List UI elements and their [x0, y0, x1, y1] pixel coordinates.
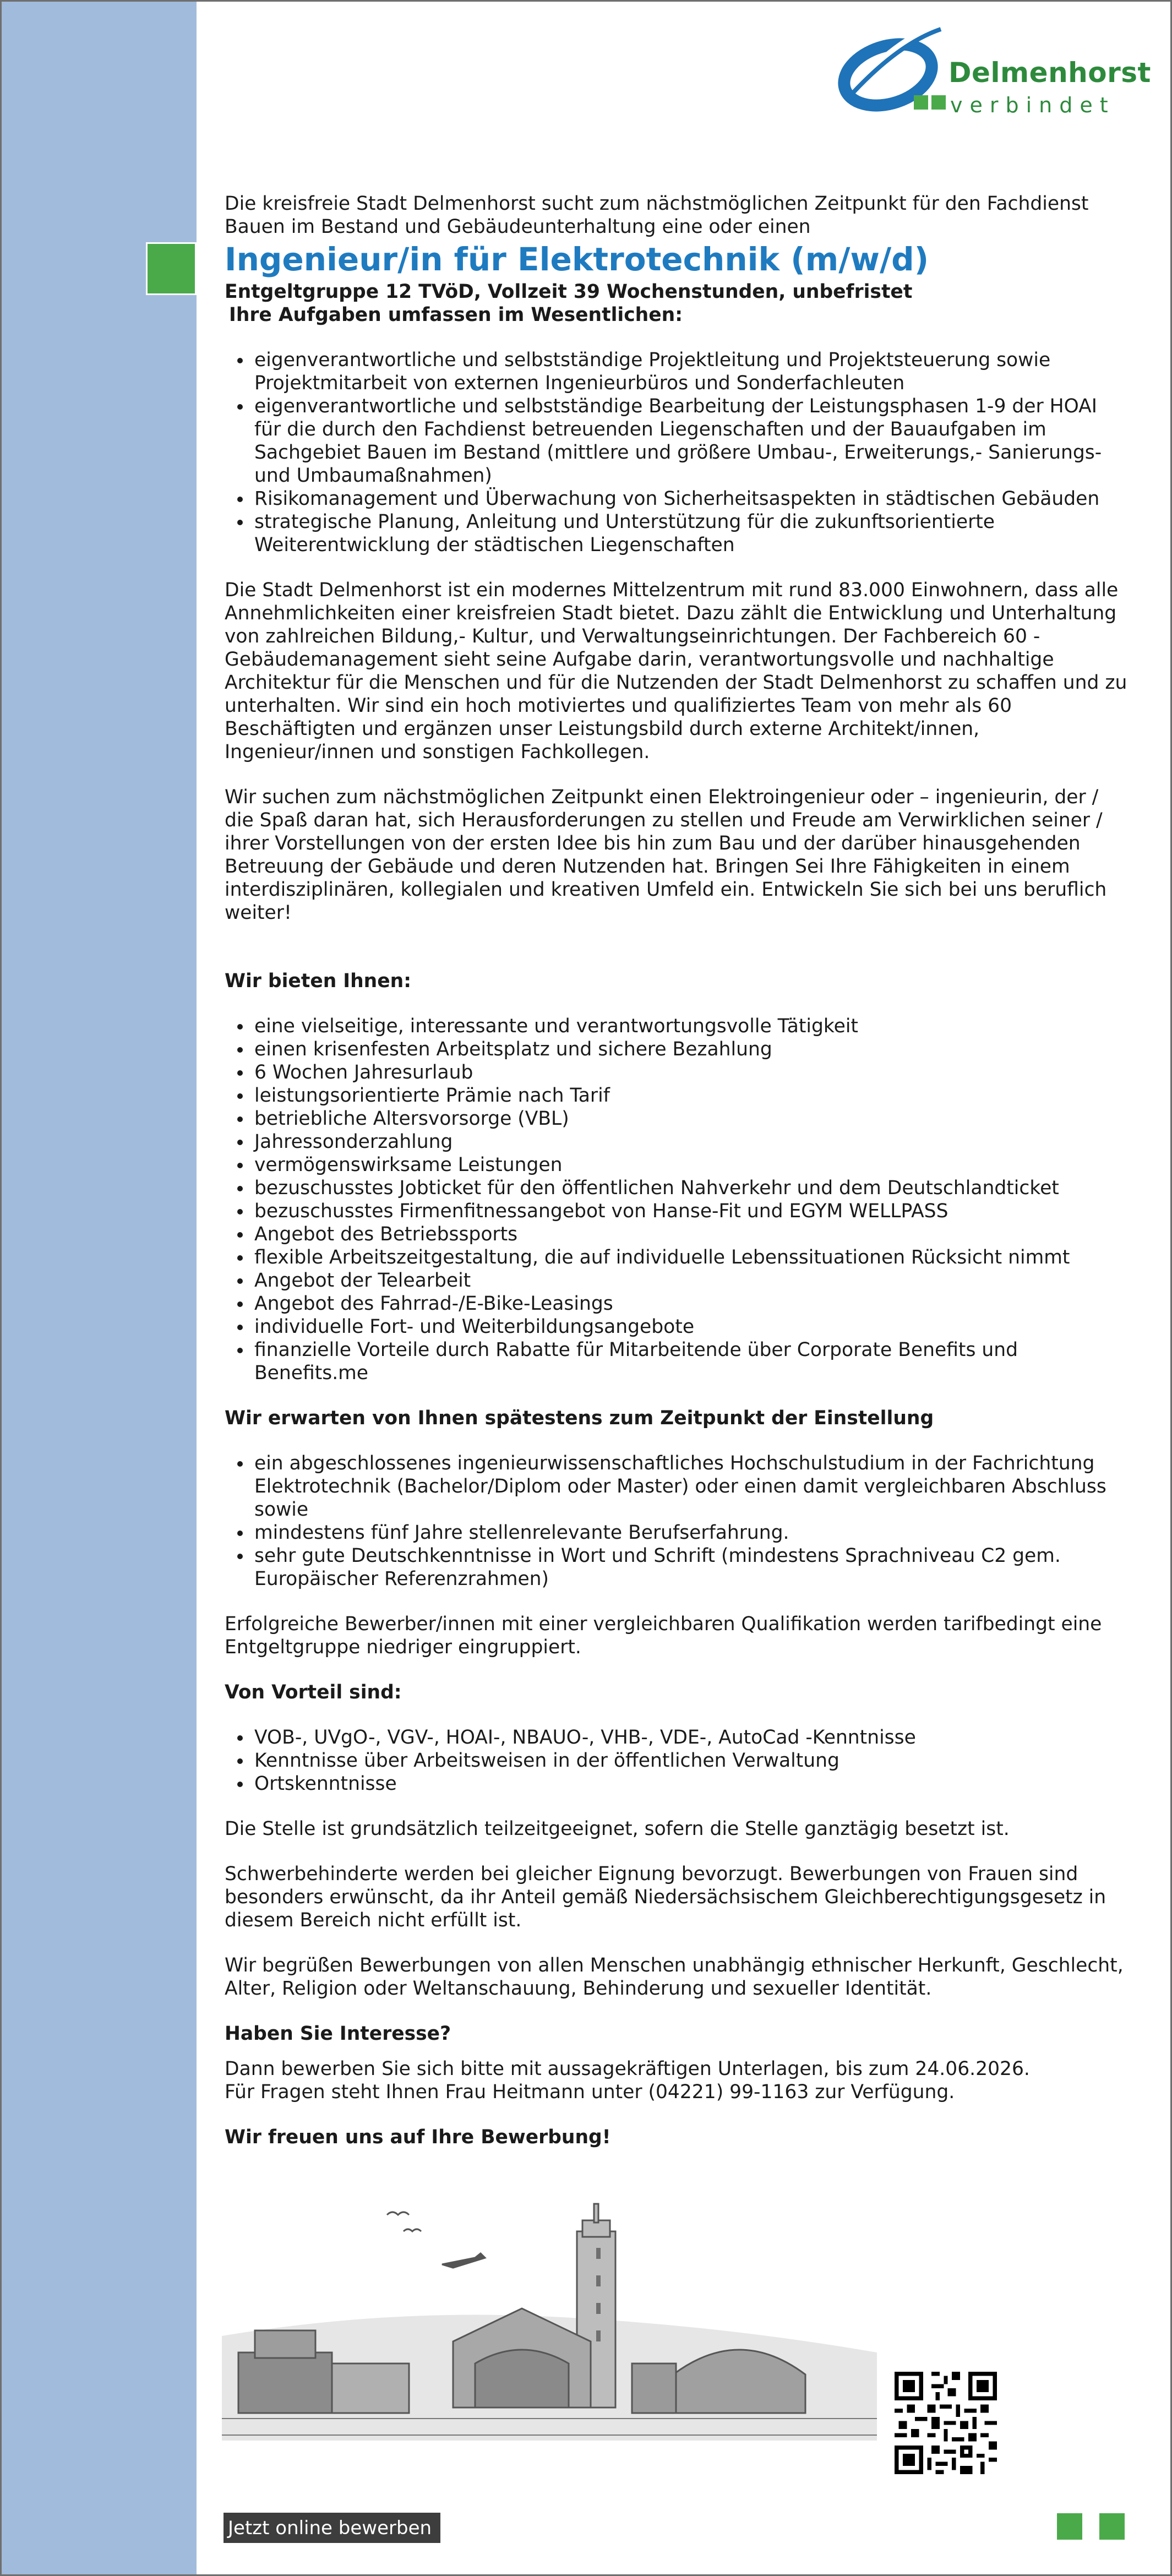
equality-text: Schwerbehinderte werden bei gleicher Eignung bevorzugt. Bewerbungen von Frauen sind besonders erwünscht, da ihr Anteil gemäß Niedersächsischem Gleichberechtigungsgesetz in diesem Bereich nicht erfüllt ist.: [225, 1863, 1106, 1931]
list-item: • eine vielseitige, interessante und verantwortungsvolle Tätigkeit: [252, 1015, 1127, 1038]
logo-square-1: [914, 95, 928, 110]
tasks-heading: Ihre Aufgaben umfassen im Wesentlichen:: [229, 304, 683, 326]
list-item: • betriebliche Altersvorsorge (VBL): [252, 1107, 1127, 1130]
list-item: • ein abgeschlossenes ingenieurwissenschaftliches Hochschulstudium in der Fachrichtung Elektrotechnik (Bachelor/Diplom oder Master) oder einen damit vergleichbaren Abschluss sowie: [252, 1452, 1127, 1521]
logo-tagline: verbindet: [950, 93, 1115, 117]
grouping-text: Erfolgreiche Bewerber/innen mit einer vergleichbaren Qualifikation werden tarifbedingt eine Entgeltgruppe niedriger eingruppiert.: [225, 1613, 1102, 1658]
list-item: • Jahressonderzahlung: [252, 1130, 1127, 1153]
expect-list: [225, 1452, 1127, 1591]
list-item: • finanzielle Vorteile durch Rabatte für Mitarbeitende über Corporate Benefits und Benefits.me: [252, 1338, 1127, 1385]
job-title: Ingenieur/in für Elektrotechnik (m/w/d): [225, 241, 929, 278]
list-item: • VOB-, UVgO-, VGV-, HOAI-, NBAUO-, VHB-, VDE-, AutoCad -Kenntnisse: [252, 1726, 1127, 1749]
tasks-list: [225, 348, 1127, 557]
logo-square-2: [931, 95, 946, 110]
corner-square-icon: [1057, 2513, 1082, 2540]
list-item: • Angebot des Fahrrad-/E-Bike-Leasings: [252, 1292, 1127, 1315]
list-item: • Risikomanagement und Überwachung von Sicherheitsaspekten in städtischen Gebäuden: [252, 487, 1127, 510]
list-item: • Ortskenntnisse: [252, 1772, 1127, 1795]
offer-heading: Wir bieten Ihnen:: [225, 970, 412, 992]
list-item: • bezuschusstes Jobticket für den öffentlichen Nahverkehr und dem Deutschlandticket: [252, 1177, 1127, 1200]
list-item: • Angebot der Telearbeit: [252, 1269, 1127, 1292]
list-item: • flexible Arbeitszeitgestaltung, die auf individuelle Lebenssituationen Rücksicht nimmt: [252, 1246, 1127, 1269]
parttime-text: Die Stelle ist grundsätzlich teilzeitgeeignet, sofern die Stelle ganztägig besetzt ist.: [225, 1818, 1010, 1840]
interest-line-2: Für Fragen steht Ihnen Frau Heitmann unter (04221) 99-1163 zur Verfügung.: [225, 2081, 955, 2103]
list-item: • Angebot des Betriebssports: [252, 1223, 1127, 1246]
list-item: • eigenverantwortliche und selbstständige Bearbeitung der Leistungsphasen 1-9 der HOAI für die durch den Fachdienst betreuenden Liegenschaften und der Bauaufgaben im Sachgebiet Bauen im Bestand (mittlere und größere Umbau-, Erweiterungs,- Sanierungs- und Umbaumaßnahmen): [252, 395, 1127, 487]
about-text: Die Stadt Delmenhorst ist ein modernes Mittelzentrum mit rund 83.000 Einwohnern, dass alle Annehmlichkeiten einer kreisfreien Stadt bietet. Dazu zählt die Entwicklung und Unterhaltung von zahlreichen Bildung,- Kultur, und Verwaltungseinrichtungen. Der Fachbereich 60 - Gebäudemanagement sieht seine Aufgabe darin, verantwortungsvolle und nachhaltige Architektur für die Menschen und für die Nutzenden der Stadt Delmenhorst zu schaffen und zu unterhalten. Wir sind ein hoch motiviertes und qualifiziertes Team von mehr als 60 Beschäftigten und ergänzen unser Leistungsbild durch externe Architekt/innen, Ingenieur/innen und sonstigen Fachkollegen.: [225, 579, 1127, 763]
delmenhorst-logo: [833, 23, 1151, 122]
closing-text: Wir freuen uns auf Ihre Bewerbung!: [225, 2126, 611, 2148]
job-subtitle: Entgeltgruppe 12 TVöD, Vollzeit 39 Wochenstunden, unbefristet: [225, 281, 913, 303]
advantage-list: [225, 1726, 1127, 1795]
list-item: • mindestens fünf Jahre stellenrelevante Berufserfahrung.: [252, 1521, 1127, 1544]
interest-line-1: Dann bewerben Sie sich bitte mit aussagekräftigen Unterlagen, bis zum 24.06.2026.: [225, 2058, 1030, 2080]
title-square-icon: [146, 242, 197, 295]
search-text: Wir suchen zum nächstmöglichen Zeitpunkt einen Elektroingenieur oder – ingenieurin, der / die Spaß daran hat, sich Herausforderungen zu stellen und Freude am Verwirklichen seiner / ihrer Vorstellungen von der ersten Idee bis hin zum Bau und der darüber hinausgehenden Betreuung der Gebäude und deren Nutzenden hat. Bringen Sei Ihre Fähigkeiten in einem interdisziplinären, kollegialen und kreativen Umfeld ein. Entwickeln Sie sich bei uns beruflich weiter!: [225, 786, 1107, 924]
advantage-heading: Von Vorteil sind:: [225, 1681, 402, 1703]
list-item: • leistungsorientierte Prämie nach Tarif: [252, 1084, 1127, 1107]
job-ad-content: [225, 192, 1127, 2149]
logo-name: Delmenhorst: [948, 57, 1151, 89]
list-item: • individuelle Fort- und Weiterbildungsangebote: [252, 1315, 1127, 1338]
city-skyline-illustration: [222, 2198, 877, 2485]
list-item: • vermögenswirksame Leistungen: [252, 1153, 1127, 1177]
apply-online-button[interactable]: Jetzt online bewerben: [224, 2513, 440, 2543]
qr-code-icon: [895, 2372, 997, 2474]
interest-heading: Haben Sie Interesse?: [225, 2023, 451, 2045]
expect-heading: Wir erwarten von Ihnen spätestens zum Zeitpunkt der Einstellung: [225, 1407, 934, 1429]
list-item: • sehr gute Deutschkenntnisse in Wort und Schrift (mindestens Sprachniveau C2 gem. Europäischer Referenzrahmen): [252, 1544, 1127, 1591]
list-item: • strategische Planung, Anleitung und Unterstützung für die zukunftsorientierte Weiterentwicklung der städtischen Liegenschaften: [252, 510, 1127, 557]
list-item: • Kenntnisse über Arbeitsweisen in der öffentlichen Verwaltung: [252, 1749, 1127, 1772]
list-item: • einen krisenfesten Arbeitsplatz und sichere Bezahlung: [252, 1038, 1127, 1061]
offer-list: [225, 1015, 1127, 1385]
list-item: • bezuschusstes Firmenfitnessangebot von Hanse-Fit und EGYM WELLPASS: [252, 1200, 1127, 1223]
list-item: • 6 Wochen Jahresurlaub: [252, 1061, 1127, 1084]
left-decor-band: [2, 2, 197, 2574]
corner-square-icon: [1099, 2513, 1125, 2540]
intro-text: Die kreisfreie Stadt Delmenhorst sucht zum nächstmöglichen Zeitpunkt für den Fachdienst Bauen im Bestand und Gebäudeunterhaltung eine oder einen: [225, 193, 1089, 238]
list-item: • eigenverantwortliche und selbstständige Projektleitung und Projektsteuerung sowie Projektmitarbeit von externen Ingenieurbüros und Sonderfachleuten: [252, 348, 1127, 395]
diversity-text: Wir begrüßen Bewerbungen von allen Menschen unabhängig ethnischer Herkunft, Geschlecht, Alter, Religion oder Weltanschauung, Behinderung und sexueller Identität.: [225, 1954, 1124, 2000]
